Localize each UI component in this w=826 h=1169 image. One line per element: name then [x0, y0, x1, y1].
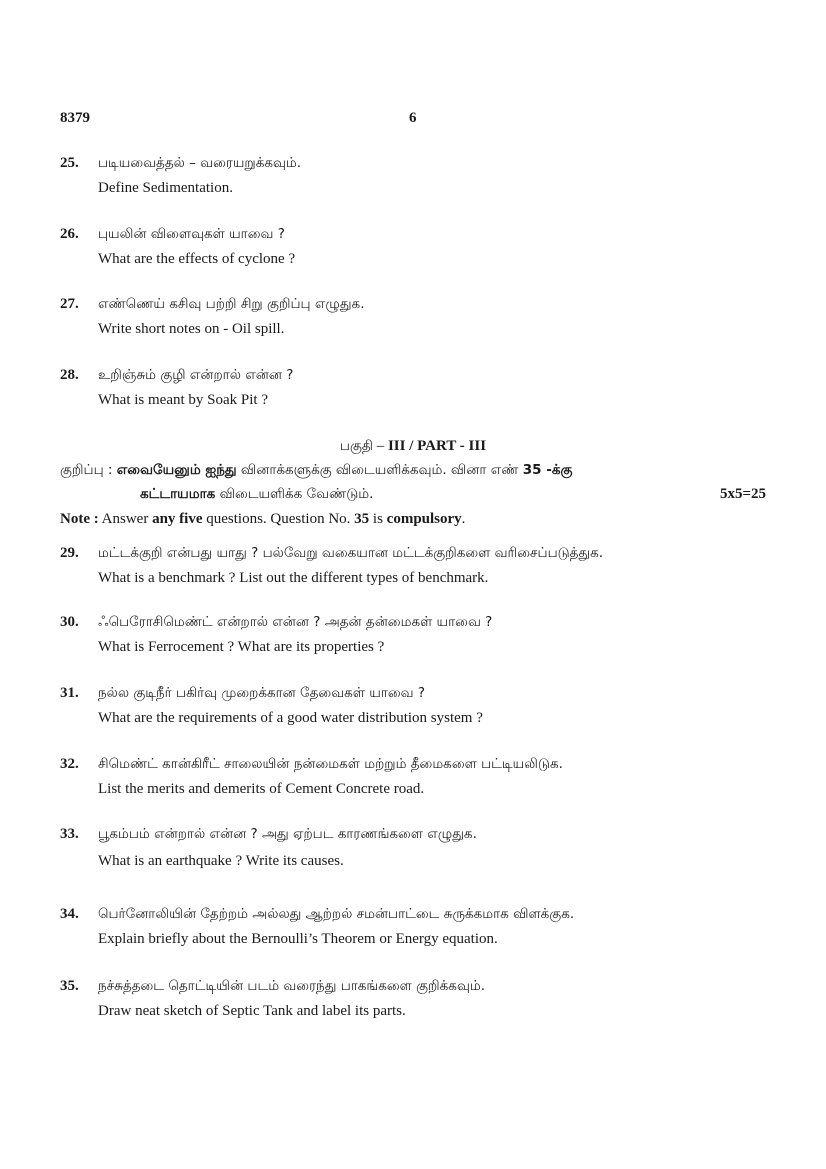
question-number: 30. — [60, 614, 79, 630]
question-number: 34. — [60, 906, 79, 922]
note-english-bold: any five — [152, 511, 203, 527]
part-heading-english: III / PART - III — [387, 438, 487, 454]
question-tamil: பெர்னோலியின் தேற்றம் அல்லது ஆற்றல் சமன்பாட்டை சுருக்கமாக விளக்குக. — [98, 906, 575, 922]
question-tamil: நச்சுத்தடை தொட்டியின் படம் வரைந்து பாகங்களை குறிக்கவும். — [98, 978, 486, 994]
part-heading-tamil: பகுதி — [339, 438, 373, 454]
question-number: 26. — [60, 226, 79, 242]
question-number: 32. — [60, 756, 79, 772]
question-english: What is Ferrocement ? What are its properties ? — [98, 639, 385, 655]
question-english: Explain briefly about the Bernoulli’s Theorem or Energy equation. — [98, 931, 498, 947]
question-number: 25. — [60, 155, 79, 171]
note-label-english: Note : — [60, 511, 99, 527]
note-english-text: . — [461, 511, 466, 527]
note-tamil-text: வினாக்களுக்கு விடையளிக்கவும். வினா எண் — [236, 462, 523, 478]
question-english: What is an earthquake ? Write its causes. — [98, 853, 344, 869]
question-number: 31. — [60, 685, 79, 701]
question-tamil: படியவைத்தல் – வரையறுக்கவும். — [98, 155, 302, 171]
question-tamil: உறிஞ்சும் குழி என்றால் என்ன ? — [98, 367, 294, 383]
note-tamil-bold: கட்டாயமாக — [140, 486, 216, 502]
question-english: What is a benchmark ? List out the different types of benchmark. — [98, 570, 489, 586]
page-number: 6 — [409, 110, 417, 126]
question-tamil: புயலின் விளைவுகள் யாவை ? — [98, 226, 285, 242]
note-english-text: is — [369, 511, 387, 527]
question-number: 35. — [60, 978, 79, 994]
question-tamil: மட்டக்குறி என்பது யாது ? பல்வேறு வகையான மட்டக்குறிகளை வரிசைப்படுத்துக. — [98, 545, 604, 561]
part-heading — [0, 438, 826, 456]
paper-code: 8379 — [60, 110, 90, 126]
question-tamil: பூகம்பம் என்றால் என்ன ? அது ஏற்பட காரணங்களை எழுதுக. — [98, 826, 477, 842]
instruction-english — [60, 511, 465, 528]
question-number: 33. — [60, 826, 79, 842]
question-tamil: சிமெண்ட் கான்கிரீட் சாலையின் நன்மைகள் மற்றும் தீமைகளை பட்டியலிடுக. — [98, 756, 563, 772]
question-english: Write short notes on - Oil spill. — [98, 321, 285, 337]
note-english-text: questions. Question No. — [202, 511, 355, 527]
question-tamil: எண்ணெய் கசிவு பற்றி சிறு குறிப்பு எழுதுக. — [98, 296, 365, 312]
question-english: Draw neat sketch of Septic Tank and label its parts. — [98, 1003, 406, 1019]
part-heading-separator: – — [372, 438, 388, 454]
question-number: 29. — [60, 545, 79, 561]
question-english: What is meant by Soak Pit ? — [98, 392, 268, 408]
question-english: List the merits and demerits of Cement Concrete road. — [98, 781, 425, 797]
question-tamil: ஃபெரோசிமெண்ட் என்றால் என்ன ? அதன் தன்மைகள் யாவை ? — [98, 614, 493, 630]
question-english: Define Sedimentation. — [98, 180, 233, 196]
note-tamil-bold: எவையேனும் ஐந்து — [116, 462, 237, 478]
note-english-bold: compulsory — [386, 511, 462, 527]
marks-allocation: 5x5=25 — [719, 486, 766, 502]
question-number: 28. — [60, 367, 79, 383]
note-label-tamil: குறிப்பு : — [60, 462, 113, 478]
question-english: What are the requirements of a good water distribution system ? — [98, 710, 483, 726]
note-tamil-text: விடையளிக்க வேண்டும். — [215, 486, 374, 502]
note-english-bold: 35 — [354, 511, 370, 527]
note-tamil-bold: 35 -க்கு — [522, 462, 573, 478]
question-english: What are the effects of cyclone ? — [98, 251, 296, 267]
note-english-text: Answer — [98, 511, 153, 527]
question-number: 27. — [60, 296, 79, 312]
question-tamil: நல்ல குடிநீர் பகிர்வு முறைக்கான தேவைகள் யாவை ? — [98, 685, 426, 701]
